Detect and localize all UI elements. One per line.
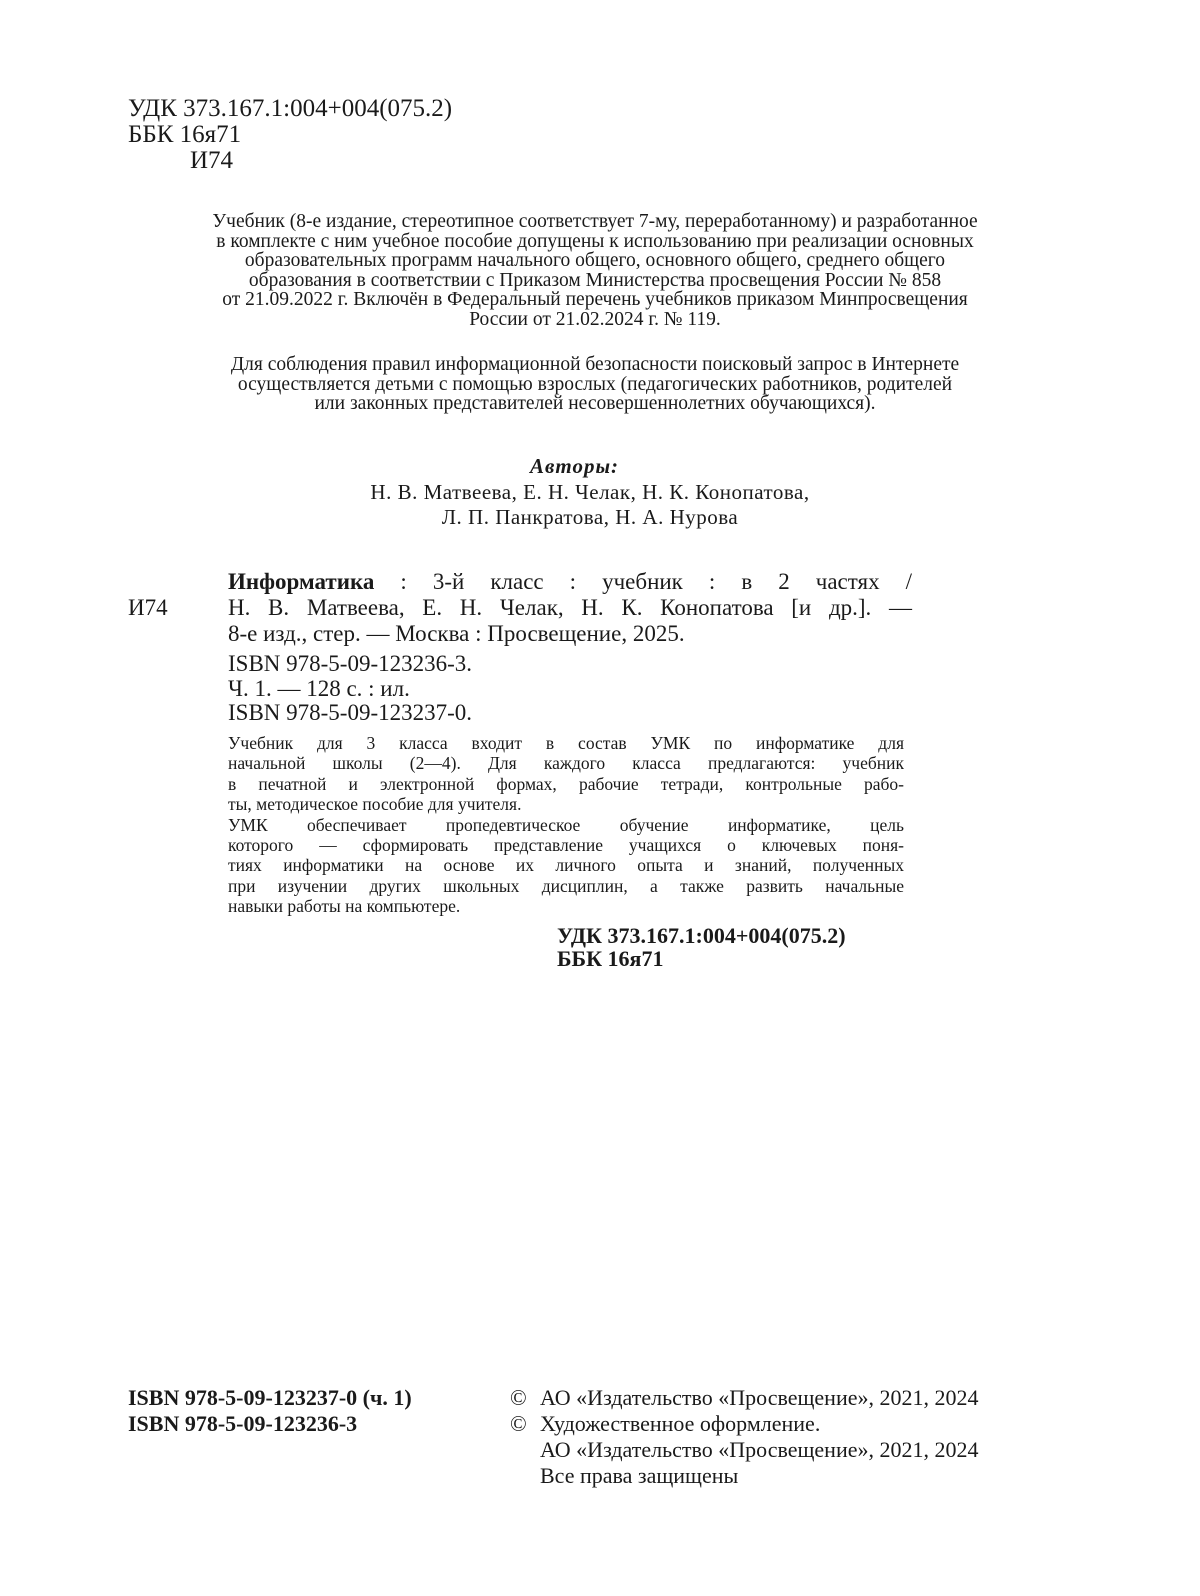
text-line: от 21.09.2022 г. Включён в Федеральный перечень учебников приказом Минпросвещения	[222, 289, 968, 311]
text-line: УМК обеспечивает пропедевтическое обучение информатике, цель	[228, 814, 904, 835]
text-line: осуществляется детьми с помощью взрослых (педагогических работников, родителей	[237, 373, 953, 395]
text-line: образовательных программ начального общего, основного общего, среднего общего	[244, 250, 946, 272]
text-line: в печатной и электронной формах, рабочие тетради, контрольные рабо-	[228, 773, 904, 794]
text-line: Учебник (8-е издание, стереотипное соответствует 7-му, переработанному) и разработанное	[212, 211, 978, 232]
abstract	[228, 733, 904, 917]
bbk-code: ББК 16я71	[128, 121, 242, 148]
copyright-block	[510, 1385, 979, 1489]
text-line: Учебник для 3 класса входит в состав УМК по информатике для	[228, 733, 904, 753]
safety-notice	[120, 355, 1070, 414]
text-line: тиях информатики на основе их личного опыта и знаний, полученных	[228, 855, 904, 876]
udk-code: УДК 373.167.1:004+004(075.2)	[128, 95, 453, 122]
text-line: ты, методическое пособие для учителя.	[228, 794, 522, 815]
classification-codes	[557, 924, 846, 970]
bib-line-2: Н. В. Матвеева, Е. Н. Челак, Н. К. Конопатова [и др.]. —	[228, 595, 912, 620]
copyright-icon: ©	[510, 1411, 527, 1436]
isbn-block	[228, 652, 472, 726]
text-line: Для соблюдения правил информационной безопасности поисковый запрос в Интернете	[230, 354, 960, 375]
isbn-set: ISBN 978-5-09-123236-3	[128, 1411, 358, 1436]
text-line: или законных представителей несовершеннолетних обучающихся).	[314, 393, 876, 415]
text-line: при изучении других школьных дисциплин, а также развить начальные	[228, 875, 904, 896]
bib-author-mark: И74	[128, 595, 168, 620]
classification-header	[128, 96, 452, 174]
copyright-line: АО «Издательство «Просвещение», 2021, 2024	[540, 1385, 979, 1410]
bib-line-1	[228, 569, 912, 595]
isbn-line: ISBN 978-5-09-123237-0.	[228, 700, 473, 725]
udk-code: УДК 373.167.1:004+004(075.2)	[557, 923, 846, 948]
text-line: России от 21.02.2024 г. № 119.	[469, 308, 721, 330]
bib-text: : 3-й класс : учебник : в 2 частях /	[374, 569, 912, 594]
authors-label: Авторы:	[530, 454, 620, 478]
copyright-line: Художественное оформление.	[540, 1411, 821, 1436]
text-line: в комплекте с ним учебное пособие допущены к использованию при реализации основных	[216, 230, 974, 252]
isbn-part: ISBN 978-5-09-123237-0 (ч. 1)	[128, 1385, 412, 1410]
pages-line: Ч. 1. — 128 с. : ил.	[228, 675, 410, 701]
approval-notice	[120, 212, 1070, 330]
author-line: Н. В. Матвеева, Е. Н. Челак, Н. К. Конопатова,	[370, 480, 810, 504]
copyright-icon: ©	[510, 1385, 527, 1410]
bibliographic-record	[228, 569, 912, 647]
bbk-code: ББК 16я71	[557, 946, 664, 971]
text-line: навыки работы на компьютере.	[228, 896, 461, 917]
author-mark: И74	[190, 147, 234, 174]
author-line: Л. П. Панкратова, Н. А. Нурова	[441, 505, 739, 529]
book-title: Информатика	[228, 569, 375, 594]
bib-line-3: 8-е изд., стер. — Москва : Просвещение, 2025.	[228, 621, 685, 646]
copyright-line: АО «Издательство «Просвещение», 2021, 2024	[540, 1437, 979, 1462]
rights-line: Все права защищены	[540, 1463, 739, 1488]
text-line: которого — сформировать представление учащихся о ключевых поня-	[228, 835, 904, 856]
authors-list	[200, 480, 980, 530]
isbn-line: ISBN 978-5-09-123236-3.	[228, 651, 473, 676]
text-line: образования в соответствии с Приказом Министерства просвещения России № 858	[248, 269, 942, 291]
footer-isbn	[128, 1385, 412, 1437]
text-line: начальной школы (2—4). Для каждого класса предлагаются: учебник	[228, 753, 904, 774]
